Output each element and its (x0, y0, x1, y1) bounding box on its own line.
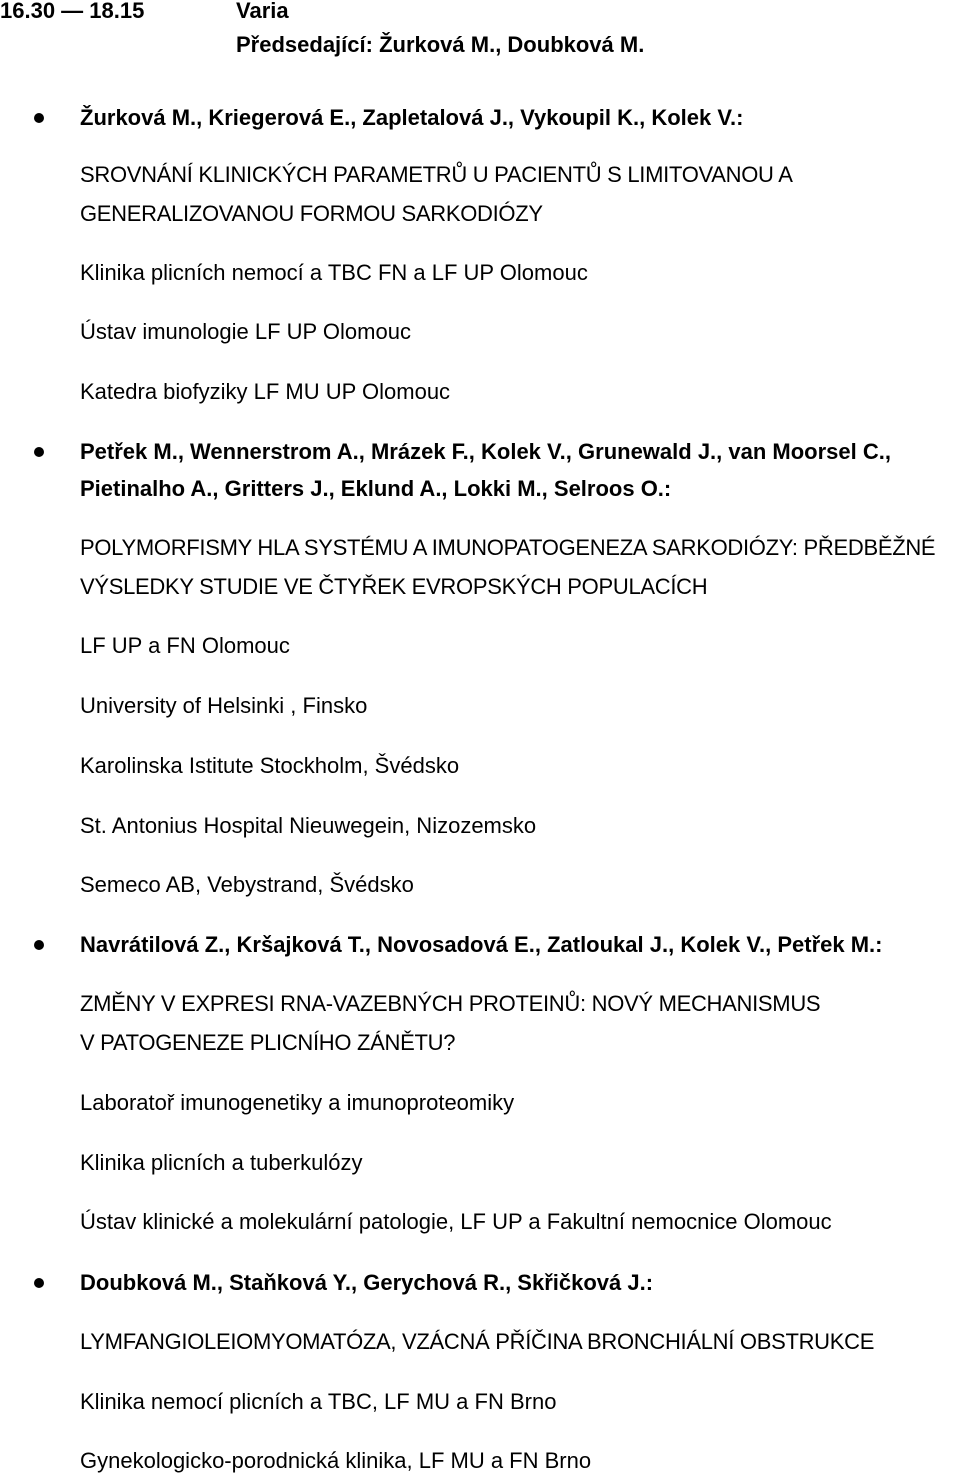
entry-affiliation: Klinika plicních nemocí a TBC FN a LF UP Olomouc (80, 260, 588, 285)
entry-affiliation: Katedra biofyziky LF MU UP Olomouc (80, 379, 451, 404)
entry-title-line: V PATOGENEZE PLICNÍHO ZÁNĚTU? (80, 1030, 456, 1055)
entry-title-line: POLYMORFISMY HLA SYSTÉMU A IMUNOPATOGENEZA SARKODIÓZY: PŘEDBĚŽNÉ (80, 535, 936, 560)
entry-affiliation: St. Antonius Hospital Nieuwegein, Nizozemsko (80, 813, 537, 838)
entry-affiliation: Laboratoř imunogenetiky a imunoproteomiky (80, 1090, 515, 1115)
entry-affiliation: Ústav klinické a molekulární patologie, LF UP a Fakultní nemocnice Olomouc (80, 1209, 832, 1234)
bullet-icon (34, 113, 44, 123)
entry-authors: Navrátilová Z., Kršajková T., Novosadová E., Zatloukal J., Kolek V., Petřek M.: (80, 932, 883, 957)
entry-title-line: LYMFANGIOLEIOMYOMATÓZA, VZÁCNÁ PŘÍČINA BRONCHIÁLNÍ OBSTRUKCE (80, 1329, 875, 1354)
bullet-icon (34, 940, 44, 950)
session-time: 16.30 — 18.15 (0, 0, 145, 23)
session-title: Varia (236, 0, 289, 23)
entry-affiliation: Ústav imunologie LF UP Olomouc (80, 319, 411, 344)
bullet-icon (34, 1278, 44, 1288)
entry-affiliation: LF UP a FN Olomouc (80, 633, 290, 658)
entry-affiliation: Gynekologicko-porodnická klinika, LF MU a FN Brno (80, 1448, 592, 1473)
entry-title-line: GENERALIZOVANOU FORMOU SARKODIÓZY (80, 201, 543, 226)
entry-title-line: ZMĚNY V EXPRESI RNA-VAZEBNÝCH PROTEINŮ: NOVÝ MECHANISMUS (80, 991, 821, 1016)
entry-affiliation: Klinika plicních a tuberkulózy (80, 1150, 363, 1175)
entry-affiliation: Klinika nemocí plicních a TBC, LF MU a FN Brno (80, 1389, 557, 1414)
bullet-icon (34, 447, 44, 457)
entry-title-line: SROVNÁNÍ KLINICKÝCH PARAMETRŮ U PACIENTŮ S LIMITOVANOU A (80, 162, 793, 187)
entry-authors: Žurková M., Kriegerová E., Zapletalová J., Vykoupil K., Kolek V.: (80, 105, 744, 130)
entry-affiliation: Karolinska Istitute Stockholm, Švédsko (80, 753, 460, 778)
session-chairs: Předsedající: Žurková M., Doubková M. (236, 32, 645, 57)
entry-affiliation: Semeco AB, Vebystrand, Švédsko (80, 872, 414, 897)
entry-authors: Doubková M., Staňková Y., Gerychová R., Skřičková J.: (80, 1270, 654, 1295)
entry-authors: Petřek M., Wennerstrom A., Mrázek F., Kolek V., Grunewald J., van Moorsel C., Pietinalho A., Gritters J., Eklund A., Lokki M., Selroos O.: (80, 439, 891, 501)
entry-title-line: VÝSLEDKY STUDIE VE ČTYŘEK EVROPSKÝCH POPULACÍCH (80, 574, 708, 599)
entry-affiliation: University of Helsinki , Finsko (80, 693, 368, 718)
